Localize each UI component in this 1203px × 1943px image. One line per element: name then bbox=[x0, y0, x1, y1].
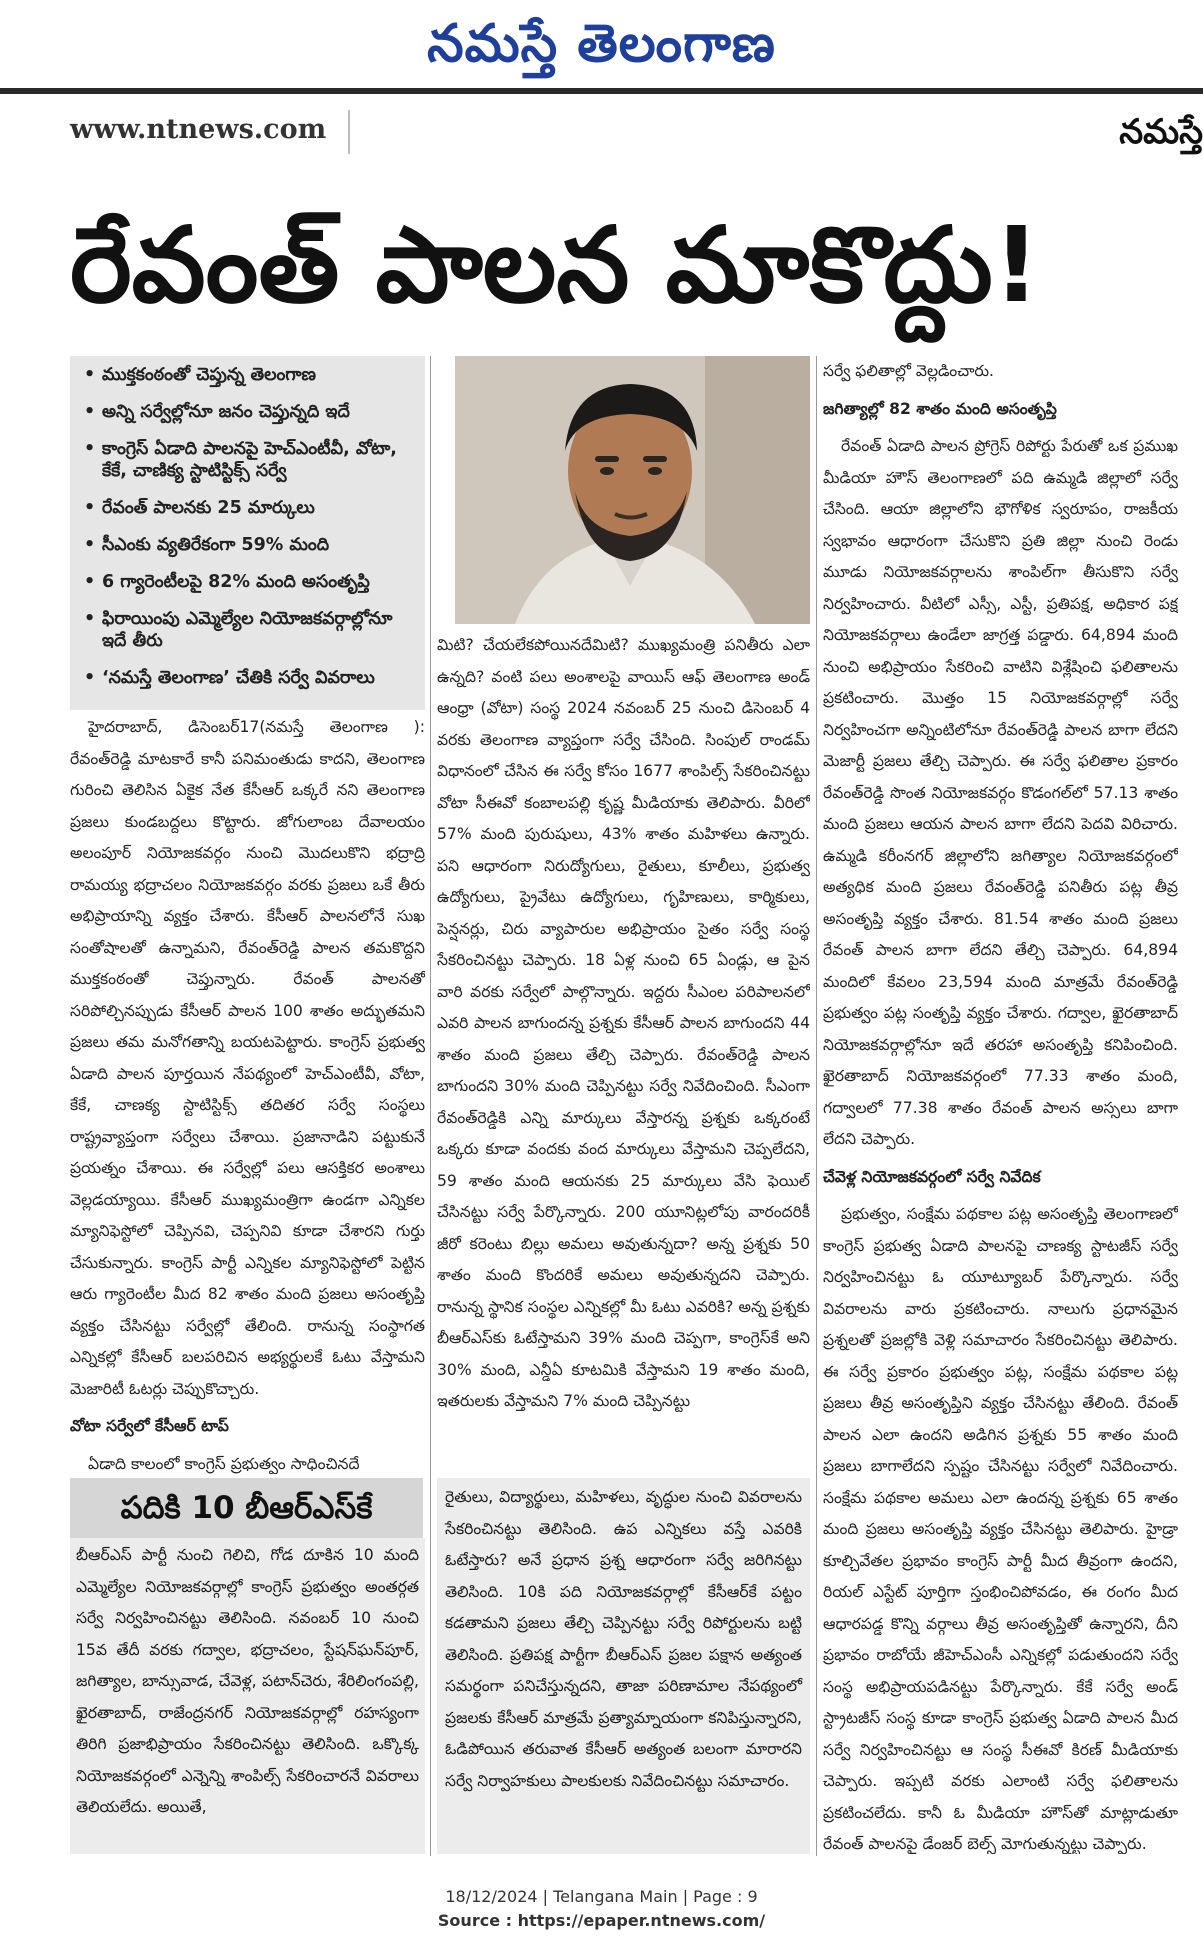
highlights-box bbox=[70, 356, 425, 710]
body-text: ఏడాది కాలంలో కాంగ్రెస్ ప్రభుత్వం సాధించినదే bbox=[88, 1454, 360, 1473]
highlight-item: • ఫిరాయింపు ఎమ్మెల్యేల నియోజకవర్గాల్లోనూ ఇదే తీరు bbox=[84, 608, 419, 652]
highlight-item: • అన్ని సర్వేల్లోనూ జనం చెప్తున్నది ఇదే bbox=[84, 401, 419, 423]
website-url: www.ntnews.com bbox=[70, 114, 327, 145]
body-text: హైదరాబాద్, డిసెంబర్17(నమస్తే తెలంగాణ ): రేవంత్‌రెడ్డి మాటకారే కానీ పనిమంతుడు కాదని, తెలంగాణ గురించి తెలిసిన ఏకైక నేత కేసీఆర్ ఒక్కరే నని తెలంగాణ ప్రజలు కుండబద్దలు కొట్టారు. జోగులాంబ దేవాలయం అలంపూర్ నియోజకవర్గం నుంచి మొదలుకొని భద్రాద్రి రామయ్య భద్రాచలం నియోజకవర్గం వరకు ప్రజలు ఒకే తీరు అభిప్రాయాన్ని వ్యక్తం చేశారు. కేసీఆర్ పాలనలోనే సుఖ సంతోషాలతో ఉన్నామని, రేవంత్‌రెడ్డి పాలన తమకొద్దని ముక్తకంఠంతో చెప్తున్నారు. రేవంత్ పాలనతో సరిపోల్చినప్పుడు కేసీఆర్ పాలన 100 శాతం అద్భుతమని ప్రజలు తమ మనోగతాన్ని బయటపెట్టారు. కాంగ్రెస్ ప్రభుత్వ ఏడాది పాలన పూర్తయిన నేపథ్యంలో హెచ్‌ఎంటీవీ, వోటా, కేకే, చాణక్య స్టాటిస్టిక్స్ తదితర సర్వే సంస్థలు రాష్ట్రవ్యాప్తంగా సర్వేలు చేశాయి. ప్రజానాడిని పట్టుకునే ప్రయత్నం చేశాయి. ఈ సర్వేల్లో పలు ఆసక్తికర అంశాలు వెల్లడయ్యాయి. కేసీఆర్ ముఖ్యమంత్రిగా ఉండగా ఎన్నికల మ్యానిఫెస్టోలో చెప్పినవి, చెప్పనివి కూడా చేశారని గుర్తు చేసుకున్నారు. కాంగ్రెస్ పార్టీ ఎన్నికల మ్యానిఫెస్టోలో పెట్టిన ఆరు గ్యారెంటీల మీద 82 శాతం మంది ప్రజలు అసంతృప్తి వ్యక్తం చేసినట్టు సర్వేల్లో తేలింది. రానున్న సంస్థాగత ఎన్నికల్లో కేసీఆర్ బలపరిచిన అభ్యర్థులకే ఓటు వేస్తామని మెజారిటీ ఓటర్లు చెప్పుకొచ్చారు. bbox=[70, 718, 425, 1398]
source-link[interactable]: Source : https://epaper.ntnews.com/ bbox=[437, 1911, 766, 1930]
box-story-right bbox=[437, 1478, 810, 1854]
subheading: జగిత్యాల్లో 82 శాతం మంది అసంతృప్తి bbox=[823, 399, 1057, 418]
column-rule bbox=[816, 356, 817, 1856]
body-text: బీఆర్‌ఎస్ పార్టీ నుంచి గెలిచి, గోడ దూకిన 10 మంది ఎమ్మెల్యేల నియోజకవర్గాల్లో కాంగ్రెస్ ప్రభుత్వం అంతర్గత సర్వే నిర్వహించినట్టు తెలిసింది. నవంబర్ 10 నుంచి 15వ తేదీ వరకు గద్వాల, భద్రాచలం, స్టేషన్‌ఘన్‌పూర్, జగిత్యాల, బాన్సువాడ, చేవెళ్ల, పటాన్‌చెరు, శేరిలింగంపల్లి, ఖైరతాబాద్, రాజేంద్రనగర్ నియోజకవర్గాల్లో రహస్యంగా తిరిగి ప్రజాభిప్రాయం సేకరించినట్టు తెలిసింది. ఒక్కొక్క నియోజకవర్గంలో ఎన్నెన్ని శాంపిల్స్ సేకరించారనే వివరాలు తెలియలేదు. అయితే, bbox=[76, 1546, 419, 1816]
article-column-3 bbox=[823, 356, 1178, 1854]
highlight-item: • కాంగ్రెస్ ఏడాది పాలనపై హెచ్‌ఎంటీవీ, వోటా, కేకే, చాణిక్య స్టాటిస్టిక్స్ సర్వే bbox=[84, 438, 419, 482]
edition-info: 18/12/2024 | Telangana Main | Page : 9 bbox=[445, 1887, 758, 1906]
headline: రేవంత్ పాలన మాకొద్దు! bbox=[70, 204, 1041, 326]
body-text: రైతులు, విద్యార్థులు, మహిళలు, వృద్ధుల నుంచి వివరాలను సేకరించినట్టు తెలిసింది. ఉప ఎన్నికలు వస్తే ఎవరికి ఓటేస్తారు? అనే ప్రధాన ప్రశ్న ఆధారంగా సర్వే జరిగినట్టు తెలిసింది. 10కి పది నియోజకవర్గాల్లో కేసీఆర్‌కే పట్టం కడతామని ప్రజలు తేల్చి చెప్పినట్టు సర్వే రిపోర్టులను బట్టి తెలిసింది. ప్రతిపక్ష పార్టీగా బీఆర్‌ఎస్ ప్రజల పక్షాన అత్యంత సమర్థంగా పనిచేస్తున్నదని, తాజా పరిణామాల నేపథ్యంలో ప్రజలకు కేసీఆర్ మాత్రమే ప్రత్యామ్నాయంగా కనిపిస్తున్నారని, ఓడిపోయిన తరువాత కేసీఆర్ అత్యంత బలంగా మారారని సర్వే నిర్వాహకులు పాలకులకు నివేదించినట్టు సమాచారం. bbox=[445, 1488, 802, 1790]
article-column-2 bbox=[437, 630, 810, 1472]
page-footer bbox=[0, 1885, 1203, 1933]
subheading: వోటా సర్వేలో కేసీఆర్ టాప్ bbox=[70, 1417, 229, 1435]
body-text: మిటి? చేయలేకపోయినదేమిటి? ముఖ్యమంత్రి పనితీరు ఎలా ఉన్నది? వంటి పలు అంశాలపై వాయిస్ ఆఫ్ తెలంగాణ అండ్ ఆంధ్రా (వోటా) సంస్థ 2024 నవంబర్ 25 నుంచి డిసెంబర్ 4 వరకు తెలంగాణ వ్యాప్తంగా సర్వే చేసింది. సింపుల్ రాండమ్ విధానంలో చేసిన ఈ సర్వే కోసం 1677 శాంపిల్స్ సేకరించినట్టు వోటా సీఈవో కంబాలపల్లి కృష్ణ మీడియాకు తెలిపారు. వీరిలో 57% మంది పురుషులు, 43% శాతం మహిళలు ఉన్నారు. పని ఆధారంగా నిరుద్యోగులు, రైతులు, కూలీలు, ప్రభుత్వ ఉద్యోగులు, ప్రైవేటు ఉద్యోగులు, గృహిణులు, కార్మికులు, పెన్షనర్లు, చిరు వ్యాపారుల అభిప్రాయం సైతం సర్వే సంస్థ సేకరించినట్టు చెప్పారు. 18 ఏళ్ల నుంచి 65 ఏండ్లు, ఆ పైన వారి వరకు సర్వేలో పాల్గొన్నారు. ఇద్దరు సీఎంల పరిపాలనలో ఎవరి పాలన బాగుందన్న ప్రశ్నకు కేసీఆర్ పాలన బాగుందని 44 శాతం మంది ప్రజలు తేల్చి చెప్పారు. రేవంత్‌రెడ్డి పాలన బాగుందని 30% మంది చెప్పినట్టు సర్వే నివేదించింది. సీఎంగా రేవంత్‌రెడ్డికి ఎన్ని మార్కులు వేస్తారన్న ప్రశ్నకు ఒక్కరంటే ఒక్కరు కూడా వందకు వంద మార్కులు వేస్తామని చెప్పలేదని, 59 శాతం మంది ఆయనకు 25 మార్కులు వేసి ఫెయిల్ చేసినట్టు సర్వే పేర్కొన్నారు. 200 యూనిట్లలోపు వారందరికీ జీరో కరెంటు బిల్లు అమలు అవుతున్నదా? అన్న ప్రశ్నకు 50 శాతం మంది కొందరికే అమలు అవుతున్నదని చెప్పారు. రానున్న స్థానిక సంస్థల ఎన్నికల్లో మీ ఓటు ఎవరికి? అన్న ప్రశ్నకు బీఆర్‌ఎస్‌కు ఓటేస్తామని 39% మంది చెప్పగా, కాంగ్రెస్‌కే అని 30% మంది, ఎన్డీఏ కూటమికి వేస్తామని 19 శాతం మంది, ఇతరులకు వేస్తామని 7% మంది చెప్పినట్టు bbox=[437, 636, 810, 1410]
highlight-item: • సీఎంకు వ్యతిరేకంగా 59% మంది bbox=[84, 534, 419, 556]
highlight-item: • 6 గ్యారెంటీలపై 82% మంది అసంతృప్తి bbox=[84, 571, 419, 593]
mini-logo: నమస్తే bbox=[1119, 112, 1203, 152]
article-column-1 bbox=[70, 712, 425, 1474]
highlight-item: • ముక్తకంఠంతో చెప్తున్న తెలంగాణ bbox=[84, 364, 419, 386]
highlight-item: • రేవంత్ పాలనకు 25 మార్కులు bbox=[84, 497, 419, 519]
highlight-item: • ‘నమస్తే తెలంగాణ’ చేతికి సర్వే వివరాలు bbox=[84, 667, 419, 689]
body-text: సర్వే ఫలితాల్లో వెల్లడించారు. bbox=[823, 362, 995, 380]
highlights-list bbox=[70, 356, 425, 689]
masthead-rule bbox=[0, 88, 1203, 94]
column-rule bbox=[430, 356, 431, 1856]
url-bar bbox=[70, 110, 1203, 158]
box-story-left bbox=[70, 1538, 425, 1854]
chief-minister-photo bbox=[455, 356, 810, 624]
url-divider bbox=[348, 110, 350, 154]
newspaper-logo: నమస్తే తెలంగాణ bbox=[427, 14, 776, 74]
masthead bbox=[0, 0, 1203, 88]
body-text: ప్రభుత్వం, సంక్షేమ పథకాల పట్ల అసంతృప్తి తెలంగాణలో కాంగ్రెస్ ప్రభుత్వ ఏడాది పాలనపై చాణక్య స్టాటజీస్ సర్వే నిర్వహించినట్టు ఓ యూట్యూబర్ పేర్కొన్నారు. సర్వే వివరాలను వారు ప్రకటించారు. నాలుగు ప్రధానమైన ప్రశ్నలతో ప్రజల్లోకి వెళ్లి సమాచారం సేకరించినట్టు తెలిపారు. ఈ సర్వే ప్రకారం ప్రభుత్వం పట్ల, సంక్షేమ పథకాల పట్ల ప్రజలు తీవ్ర అసంతృప్తిని వ్యక్తం చేసినట్టు తేలింది. రేవంత్ పాలన ఎలా ఉందని అడిగిన ప్రశ్నకు 55 శాతం మంది ప్రజలు బాగాలేదని స్పష్టం చేసినట్టు సర్వేలో నివేదించారు. సంక్షేమ పథకాల అమలు ఎలా ఉందన్న ప్రశ్నకు 65 శాతం మంది ప్రజలు అసంతృప్తి వ్యక్తం చేసినట్టు తెలిపారు. హైడ్రా కూల్చివేతల ప్రభావం కాంగ్రెస్ పార్టీ మీద తీవ్రంగా ఉందని, రియల్ ఎస్టేట్ పూర్తిగా స్తంభించిపోవడం, ఈ రంగం మీద ఆధారపడ్డ కొన్ని వర్గాలు తీవ్ర అసంతృప్తితో ఉన్నారని, దీని ప్రభావం రాబోయే జీహెచ్‌ఎంసీ ఎన్నికల్లో పడుతుందని సర్వే సంస్థ అభిప్రాయపడినట్టు పేర్కొన్నారు. కేకే సర్వే అండ్ స్ట్రాటజీస్ సంస్థ కూడా కాంగ్రెస్ ప్రభుత్వ ఏడాది పాలన మీద సర్వే నిర్వహించినట్టు ఆ సంస్థ సీఈవో కిరణ్ మీడియాకు చెప్పారు. ఇప్పటి వరకు ఎలాంటి సర్వే ఫలితాలను ప్రకటించలేదు. కానీ ఓ మీడియా హౌస్‌తో మాట్లాడుతూ రేవంత్ పాలనపై డేంజర్ బెల్స్ మోగుతున్నట్టు చెప్పారు. bbox=[823, 1205, 1178, 1853]
body-text: రేవంత్ ఏడాది పాలన ప్రోగ్రెస్ రిపోర్టు పేరుతో ఒక ప్రముఖ మీడియా హౌస్ తెలంగాణలో పది ఉమ్మడి జిల్లాలో సర్వే చేసింది. ఆయా జిల్లాలోని భౌగోళిక స్వరూపం, రాజకీయ స్వభావం ఆధారంగా చేసుకొని ప్రతి జిల్లా నుంచి రెండు మూడు నియోజకవర్గాలను శాంపిల్‌గా తీసుకొని సర్వే నిర్వహించారు. వీటిలో ఎస్సీ, ఎస్టీ, ప్రతిపక్ష, అధికార పక్ష నియోజకవర్గాలు ఉండేలా జాగ్రత్త పడ్డారు. 64,894 మంది నుంచి అభిప్రాయం సేకరించి వాటిని విశ్లేషించి ఫలితాలను ప్రకటించారు. మొత్తం 15 నియోజకవర్గాల్లో సర్వే నిర్వహించగా అన్నింటిలోనూ రేవంత్‌రెడ్డి పాలన బాగా లేదని మెజార్టీ ప్రజలు తేల్చి చెప్పారు. ఈ సర్వే ఫలితాల ప్రకారం రేవంత్‌రెడ్డి సొంత నియోజకవర్గం కొడంగల్‌లో 57.13 శాతం మంది ప్రజలు ఆయన పాలన బాగా లేదని పెదవి విరిచారు. ఉమ్మడి కరీంనగర్ జిల్లాలోని జగిత్యాల నియోజకవర్గంలో అత్యధిక మంది ప్రజలు రేవంత్‌రెడ్డి పనితీరు పట్ల తీవ్ర అసంతృప్తి వ్యక్తం చేశారు. 81.54 శాతం మంది ప్రజలు రేవంత్ పాలన బాగా లేదని తేల్చి చెప్పారు. 64,894 మందిలో కేవలం 23,594 మంది మాత్రమే రేవంత్‌రెడ్డి ప్రభుత్వం పట్ల సంతృప్తి వ్యక్తం చేశారు. గద్వాల, ఖైరతాబాద్ నియోజకవర్గాల్లోనూ ఇదే తరహా అసంతృప్తి కనిపించింది. ఖైరతాబాద్ నియోజకవర్గంలో 77.33 శాతం మంది, గద్వాలలో 77.38 శాతం రేవంత్ పాలన అస్సలు బాగా లేదని చెప్పారు. bbox=[823, 437, 1178, 1148]
subheading: చేవెళ్ల నియోజకవర్గంలో సర్వే నివేదిక bbox=[823, 1167, 1041, 1186]
box-title: పదికి 10 బీఆర్‌ఎస్‌కే bbox=[70, 1478, 423, 1538]
portrait-illustration bbox=[455, 356, 810, 624]
